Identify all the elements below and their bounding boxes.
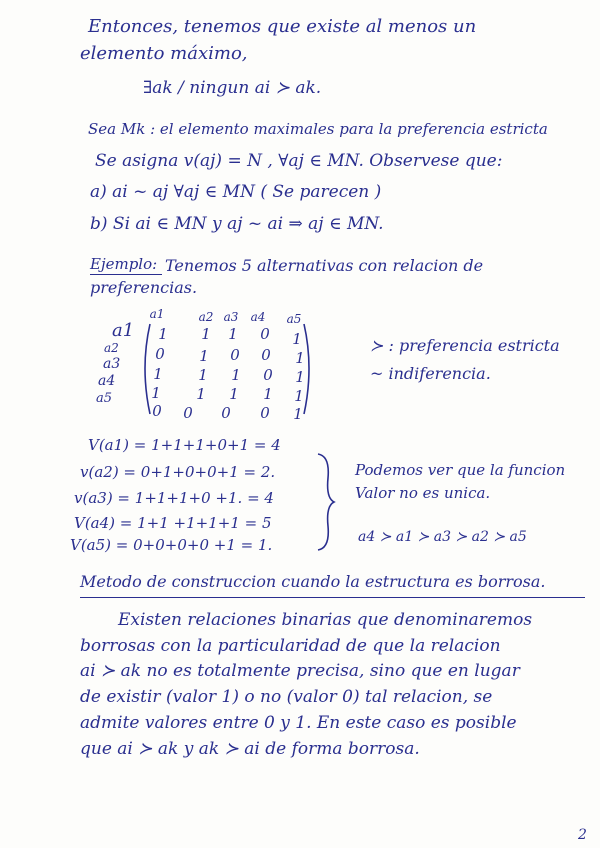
paragraph-line-1: Existen relaciones binarias que denominaremos xyxy=(118,610,533,630)
matrix-cell: 1 xyxy=(231,366,241,384)
intro-line-3: ∃ak / ningun ai ≻ ak. xyxy=(143,78,322,98)
paragraph-line-4: de existir (valor 1) o no (valor 0) tal relacion, se xyxy=(80,687,493,707)
definition-item-b: b) Si ai ∈ MN y aj ~ ai ⇒ aj ∈ MN. xyxy=(90,214,384,234)
matrix-cell: 1 xyxy=(294,387,304,405)
legend-indifference: ~ indiferencia. xyxy=(370,364,491,383)
matrix-cell: 0 xyxy=(260,404,270,422)
matrix-cell: 1 xyxy=(151,384,161,402)
ordering: a4 ≻ a1 ≻ a3 ≻ a2 ≻ a5 xyxy=(358,529,527,545)
col-header: a1 xyxy=(149,307,165,321)
intro-line-2: elemento máximo, xyxy=(80,43,248,64)
value-a1: V(a1) = 1+1+1+0+1 = 4 xyxy=(88,436,281,454)
matrix-cell: 1 xyxy=(295,349,305,367)
matrix-cell: 1 xyxy=(153,365,163,383)
matrix-cell: 1 xyxy=(263,385,273,403)
value-a3: v(a3) = 1+1+1+0 +1. = 4 xyxy=(74,489,274,507)
row-label: a5 xyxy=(96,391,113,406)
matrix-cell: 1 xyxy=(292,330,302,348)
col-header: a2 xyxy=(198,310,214,324)
matrix-cell: 0 xyxy=(263,366,273,384)
section-heading-underline xyxy=(80,597,585,598)
note-line-1: Podemos ver que la funcion xyxy=(355,461,566,479)
col-header: a4 xyxy=(250,310,266,324)
example-line-1: Tenemos 5 alternativas con relacion de xyxy=(165,256,484,275)
definition-line-2: Se asigna v(aj) = N , ∀aj ∈ MN. Observese que: xyxy=(95,151,503,171)
matrix-cell: 1 xyxy=(228,325,238,343)
paragraph-line-5: admite valores entre 0 y 1. En este caso es posible xyxy=(80,713,517,733)
value-a4: V(a4) = 1+1 +1+1+1 = 5 xyxy=(74,514,272,532)
matrix-cell: 0 xyxy=(260,325,270,343)
value-a5: V(a5) = 0+0+0+0 +1 = 1. xyxy=(70,536,273,554)
matrix-cell: 0 xyxy=(261,346,271,364)
matrix-cell: 0 xyxy=(152,402,162,420)
matrix-cell: 1 xyxy=(198,366,208,384)
matrix-cell: 0 xyxy=(230,346,240,364)
row-label: a1 xyxy=(112,320,135,341)
example-heading-underline xyxy=(90,274,162,275)
section-heading: Metodo de construccion cuando la estructura es borrosa. xyxy=(80,572,546,591)
row-label: a2 xyxy=(104,341,119,355)
paragraph-line-3: ai ≻ ak no es totalmente precisa, sino que en lugar xyxy=(80,661,520,681)
intro-line-1: Entonces, tenemos que existe al menos un xyxy=(88,16,477,37)
matrix-cell: 0 xyxy=(183,404,193,422)
paragraph-line-6: que ai ≻ ak y ak ≻ ai de forma borrosa. xyxy=(80,739,420,759)
legend-strict: ≻ : preferencia estricta xyxy=(370,336,560,355)
row-label: a4 xyxy=(98,373,116,389)
matrix-cell: 1 xyxy=(229,385,239,403)
definition-line-1: Sea Mk : el elemento maximales para la preferencia estricta xyxy=(88,120,548,138)
matrix-cell: 1 xyxy=(201,325,211,343)
matrix-cell: 0 xyxy=(221,404,231,422)
matrix-cell: 0 xyxy=(155,345,165,363)
matrix-cell: 1 xyxy=(199,347,209,365)
matrix-cell: 1 xyxy=(196,385,206,403)
row-label: a3 xyxy=(103,356,121,372)
matrix-cell: 1 xyxy=(295,368,305,386)
value-a2: v(a2) = 0+1+0+0+1 = 2. xyxy=(80,463,276,481)
matrix-cell: 1 xyxy=(158,325,168,343)
col-header: a3 xyxy=(223,310,239,324)
definition-item-a: a) ai ~ aj ∀aj ∈ MN ( Se parecen ) xyxy=(90,182,382,202)
example-line-2: preferencias. xyxy=(90,278,198,297)
example-heading: Ejemplo: xyxy=(90,255,158,273)
col-header: a5 xyxy=(286,312,302,326)
matrix-cell: 1 xyxy=(293,405,303,423)
values-curly-brace xyxy=(314,452,338,552)
paragraph-line-2: borrosas con la particularidad de que la relacion xyxy=(80,636,501,656)
note-line-2: Valor no es unica. xyxy=(355,484,491,502)
page-number: 2 xyxy=(578,827,587,843)
